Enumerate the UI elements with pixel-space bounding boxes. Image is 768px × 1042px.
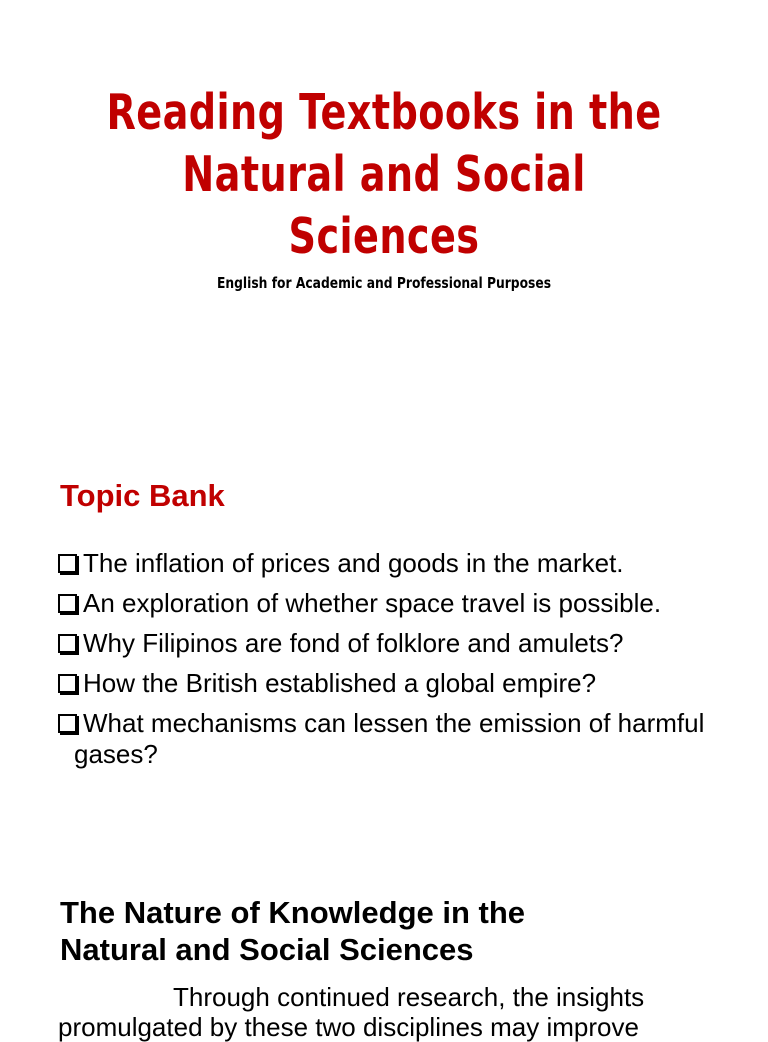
nature-heading-line: The Nature of Knowledge in the — [60, 895, 526, 930]
nature-body-text: Through continued research, the insights promulgated by these two disciplines may improve — [58, 982, 645, 1042]
hollow-square-bullet-icon — [58, 554, 77, 573]
nature-of-knowledge-slide — [0, 860, 768, 1042]
list-item — [58, 668, 758, 699]
hollow-square-bullet-icon — [58, 674, 77, 693]
title-line: Sciences — [288, 208, 480, 265]
list-item — [58, 548, 758, 579]
topic-text: How the British established a global empire? — [83, 668, 597, 698]
title-slide — [0, 0, 768, 420]
list-item — [58, 588, 758, 619]
topic-text: The inflation of prices and goods in the market. — [83, 548, 624, 578]
list-item — [58, 628, 758, 659]
topic-bank-heading: Topic Bank — [60, 478, 225, 513]
topic-text: What mechanisms can lessen the emission of harmful gases? — [74, 708, 705, 769]
hollow-square-bullet-icon — [58, 714, 77, 733]
topic-text: Why Filipinos are fond of folklore and amulets? — [83, 628, 624, 658]
nature-heading — [60, 894, 525, 968]
topic-bank-slide — [0, 420, 768, 860]
list-item — [58, 708, 758, 770]
title-line: Natural and Social — [182, 146, 586, 203]
topic-list — [58, 548, 758, 779]
presentation-subtitle: English for Academic and Professional Purposes — [216, 274, 552, 292]
hollow-square-bullet-icon — [58, 634, 77, 653]
presentation-title — [84, 82, 683, 268]
nature-heading-line: Natural and Social Sciences — [60, 932, 474, 967]
hollow-square-bullet-icon — [58, 594, 77, 613]
topic-text: An exploration of whether space travel is possible. — [83, 588, 662, 618]
title-line: Reading Textbooks in the — [106, 84, 662, 141]
